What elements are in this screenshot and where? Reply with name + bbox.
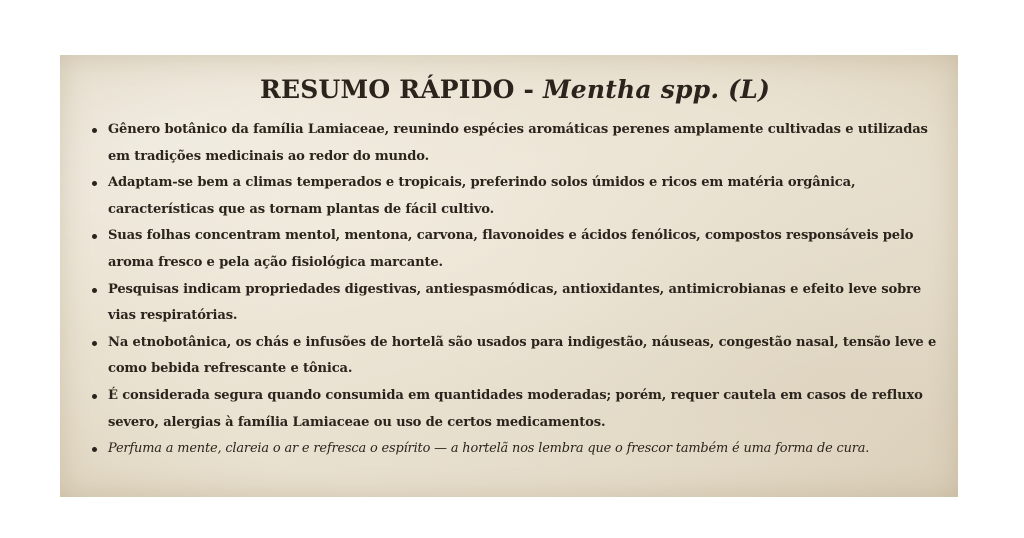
closing-quote: Perfuma a mente, clareia o ar e refresca o espírito — a hortelã nos lembra que o frescor também é uma forma de cura. bbox=[90, 436, 940, 463]
list-item: É considerada segura quando consumida em quantidades moderadas; porém, requer cautela em casos de refluxo severo, alergias à família Lamiaceae ou uso de certos medicamentos. bbox=[90, 383, 940, 436]
list-item: Pesquisas indicam propriedades digestivas, antiespasmódicas, antioxidantes, antimicrobianas e efeito leve sobre vias respiratórias. bbox=[90, 277, 940, 330]
list-item: Suas folhas concentram mentol, mentona, carvona, flavonoides e ácidos fenólicos, compostos responsáveis pelo aroma fresco e pela ação fisiológica marcante. bbox=[90, 223, 940, 276]
title-main: RESUMO RÁPIDO - bbox=[259, 75, 543, 104]
title-scientific-name: Mentha spp. (L) bbox=[542, 75, 770, 104]
list-item: Adaptam-se bem a climas temperados e tropicais, preferindo solos úmidos e ricos em matéria orgânica, características que as tornam plantas de fácil cultivo. bbox=[90, 170, 940, 223]
page-title bbox=[90, 75, 940, 105]
summary-list bbox=[90, 117, 940, 463]
list-item: Gênero botânico da família Lamiaceae, reunindo espécies aromáticas perenes amplamente cultivadas e utilizadas em tradições medicinais ao redor do mundo. bbox=[90, 117, 940, 170]
summary-card bbox=[60, 55, 958, 497]
list-item: Na etnobotânica, os chás e infusões de hortelã são usados para indigestão, náuseas, congestão nasal, tensão leve e como bebida refrescante e tônica. bbox=[90, 330, 940, 383]
